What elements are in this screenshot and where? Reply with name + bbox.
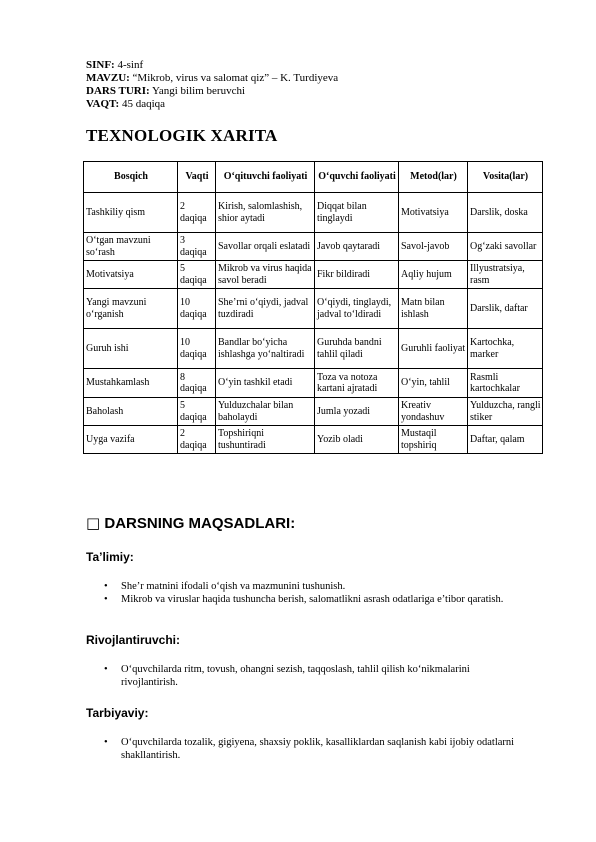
upbringing-goals-title: Tarbiyaviy:: [86, 706, 149, 720]
table-row: [84, 398, 543, 426]
table-cell: Savollar orqali eslatadi: [216, 233, 315, 261]
table-cell: Darslik, daftar: [468, 289, 543, 329]
table-cell: Matn bilan ishlash: [399, 289, 468, 329]
table-cell: Yozib oladi: [315, 426, 399, 454]
developmental-goals-list: [86, 663, 516, 689]
table-cell: She’rni o‘qiydi, jadval tuzdiradi: [216, 289, 315, 329]
meta-duration: VAQT: 45 daqiqa: [86, 98, 166, 110]
table-cell: Guruhli faoliyat: [399, 329, 468, 369]
table-cell: 2 daqiqa: [178, 426, 216, 454]
table-cell: Motivatsiya: [399, 193, 468, 233]
table-cell: Mustahkamlash: [84, 369, 178, 398]
table-row: [84, 261, 543, 289]
table-row: [84, 426, 543, 454]
goals-heading: □ DARSNING MAQSADLARI:: [86, 514, 296, 532]
table-cell: Kirish, salomlashish, shior aytadi: [216, 193, 315, 233]
table-cell: 10 daqiqa: [178, 329, 216, 369]
lesson-meta: [86, 59, 338, 111]
meta-topic: MAVZU: “Mikrob, virus va salomat qiz” – K. Turdiyeva: [86, 72, 339, 84]
table-cell: Darslik, doska: [468, 193, 543, 233]
table-cell: Yangi mavzuni o‘rganish: [84, 289, 178, 329]
table-row: [84, 193, 543, 233]
list-item: • O‘quvchilarda tozalik, gigiyena, shaxsiy poklik, kasalliklardan saqlanish kabi ijobiy odatlarni shakllantirish.: [86, 736, 516, 762]
table-cell: Fikr bildiradi: [315, 261, 399, 289]
table-cell: Illyustratsiya, rasm: [468, 261, 543, 289]
table-cell: Daftar, qalam: [468, 426, 543, 454]
table-cell: Rasmli kartochkalar: [468, 369, 543, 398]
box-icon: □: [86, 514, 101, 532]
table-row: [84, 289, 543, 329]
table-cell: Jumla yozadi: [315, 398, 399, 426]
table-cell: Savol-javob: [399, 233, 468, 261]
table-cell: Yulduzcha, rangli stiker: [468, 398, 543, 426]
educational-goals-title: Ta’limiy:: [86, 550, 134, 564]
table-cell: Baholash: [84, 398, 178, 426]
table-cell: Tashkiliy qism: [84, 193, 178, 233]
table-cell: Toza va notoza kartani ajratadi: [315, 369, 399, 398]
developmental-goals-title: Rivojlantiruvchi:: [86, 633, 181, 647]
table-cell: 8 daqiqa: [178, 369, 216, 398]
header-time: Vaqti: [178, 162, 216, 193]
list-item: • She’r matnini ifodali o‘qish va mazmunini tushunish.: [86, 580, 516, 593]
table-cell: 5 daqiqa: [178, 261, 216, 289]
table-cell: Aqliy hujum: [399, 261, 468, 289]
table-row: [84, 369, 543, 398]
table-cell: Uyga vazifa: [84, 426, 178, 454]
table-cell: 2 daqiqa: [178, 193, 216, 233]
list-item: • Mikrob va viruslar haqida tushuncha berish, salomatlikni asrash odatlariga e’tibor qaratish.: [86, 593, 516, 606]
table-cell: Guruh ishi: [84, 329, 178, 369]
technology-map-table: [83, 161, 543, 454]
table-row: [84, 233, 543, 261]
table-cell: Guruhda bandni tahlil qiladi: [315, 329, 399, 369]
header-tools: Vosita(lar): [468, 162, 543, 193]
table-cell: 10 daqiqa: [178, 289, 216, 329]
table-cell: Mustaqil topshiriq: [399, 426, 468, 454]
table-cell: Mikrob va virus haqida savol beradi: [216, 261, 315, 289]
header-student-activity: O‘quvchi faoliyati: [315, 162, 399, 193]
table-cell: 5 daqiqa: [178, 398, 216, 426]
upbringing-goals-list: [86, 736, 516, 762]
page-title: TEXNOLOGIK XARITA: [86, 126, 278, 145]
table-cell: Javob qaytaradi: [315, 233, 399, 261]
table-cell: Kreativ yondashuv: [399, 398, 468, 426]
table-cell: Diqqat bilan tinglaydi: [315, 193, 399, 233]
educational-goals-list: [86, 580, 516, 606]
table-cell: O‘yin tashkil etadi: [216, 369, 315, 398]
table-cell: Og‘zaki savollar: [468, 233, 543, 261]
meta-lesson-type: DARS TURI: Yangi bilim beruvchi: [86, 85, 246, 97]
header-teacher-activity: O‘qituvchi faoliyati: [216, 162, 315, 193]
table-cell: Motivatsiya: [84, 261, 178, 289]
table-cell: Yulduzchalar bilan baholaydi: [216, 398, 315, 426]
meta-grade: SINF: 4-sinf: [86, 59, 144, 71]
table-header-row: [84, 162, 543, 193]
header-stage: Bosqich: [84, 162, 178, 193]
header-methods: Metod(lar): [399, 162, 468, 193]
table-cell: Bandlar bo‘yicha ishlashga yo‘naltiradi: [216, 329, 315, 369]
table-cell: O‘qiydi, tinglaydi, jadval to‘ldiradi: [315, 289, 399, 329]
table-cell: O‘tgan mavzuni so‘rash: [84, 233, 178, 261]
list-item: • O‘quvchilarda ritm, tovush, ohangni sezish, taqqoslash, tahlil qilish ko‘nikmalarini rivojlantirish.: [86, 663, 516, 689]
table-cell: Topshiriqni tushuntiradi: [216, 426, 315, 454]
table-cell: 3 daqiqa: [178, 233, 216, 261]
table-cell: O‘yin, tahlil: [399, 369, 468, 398]
table-cell: Kartochka, marker: [468, 329, 543, 369]
table-row: [84, 329, 543, 369]
